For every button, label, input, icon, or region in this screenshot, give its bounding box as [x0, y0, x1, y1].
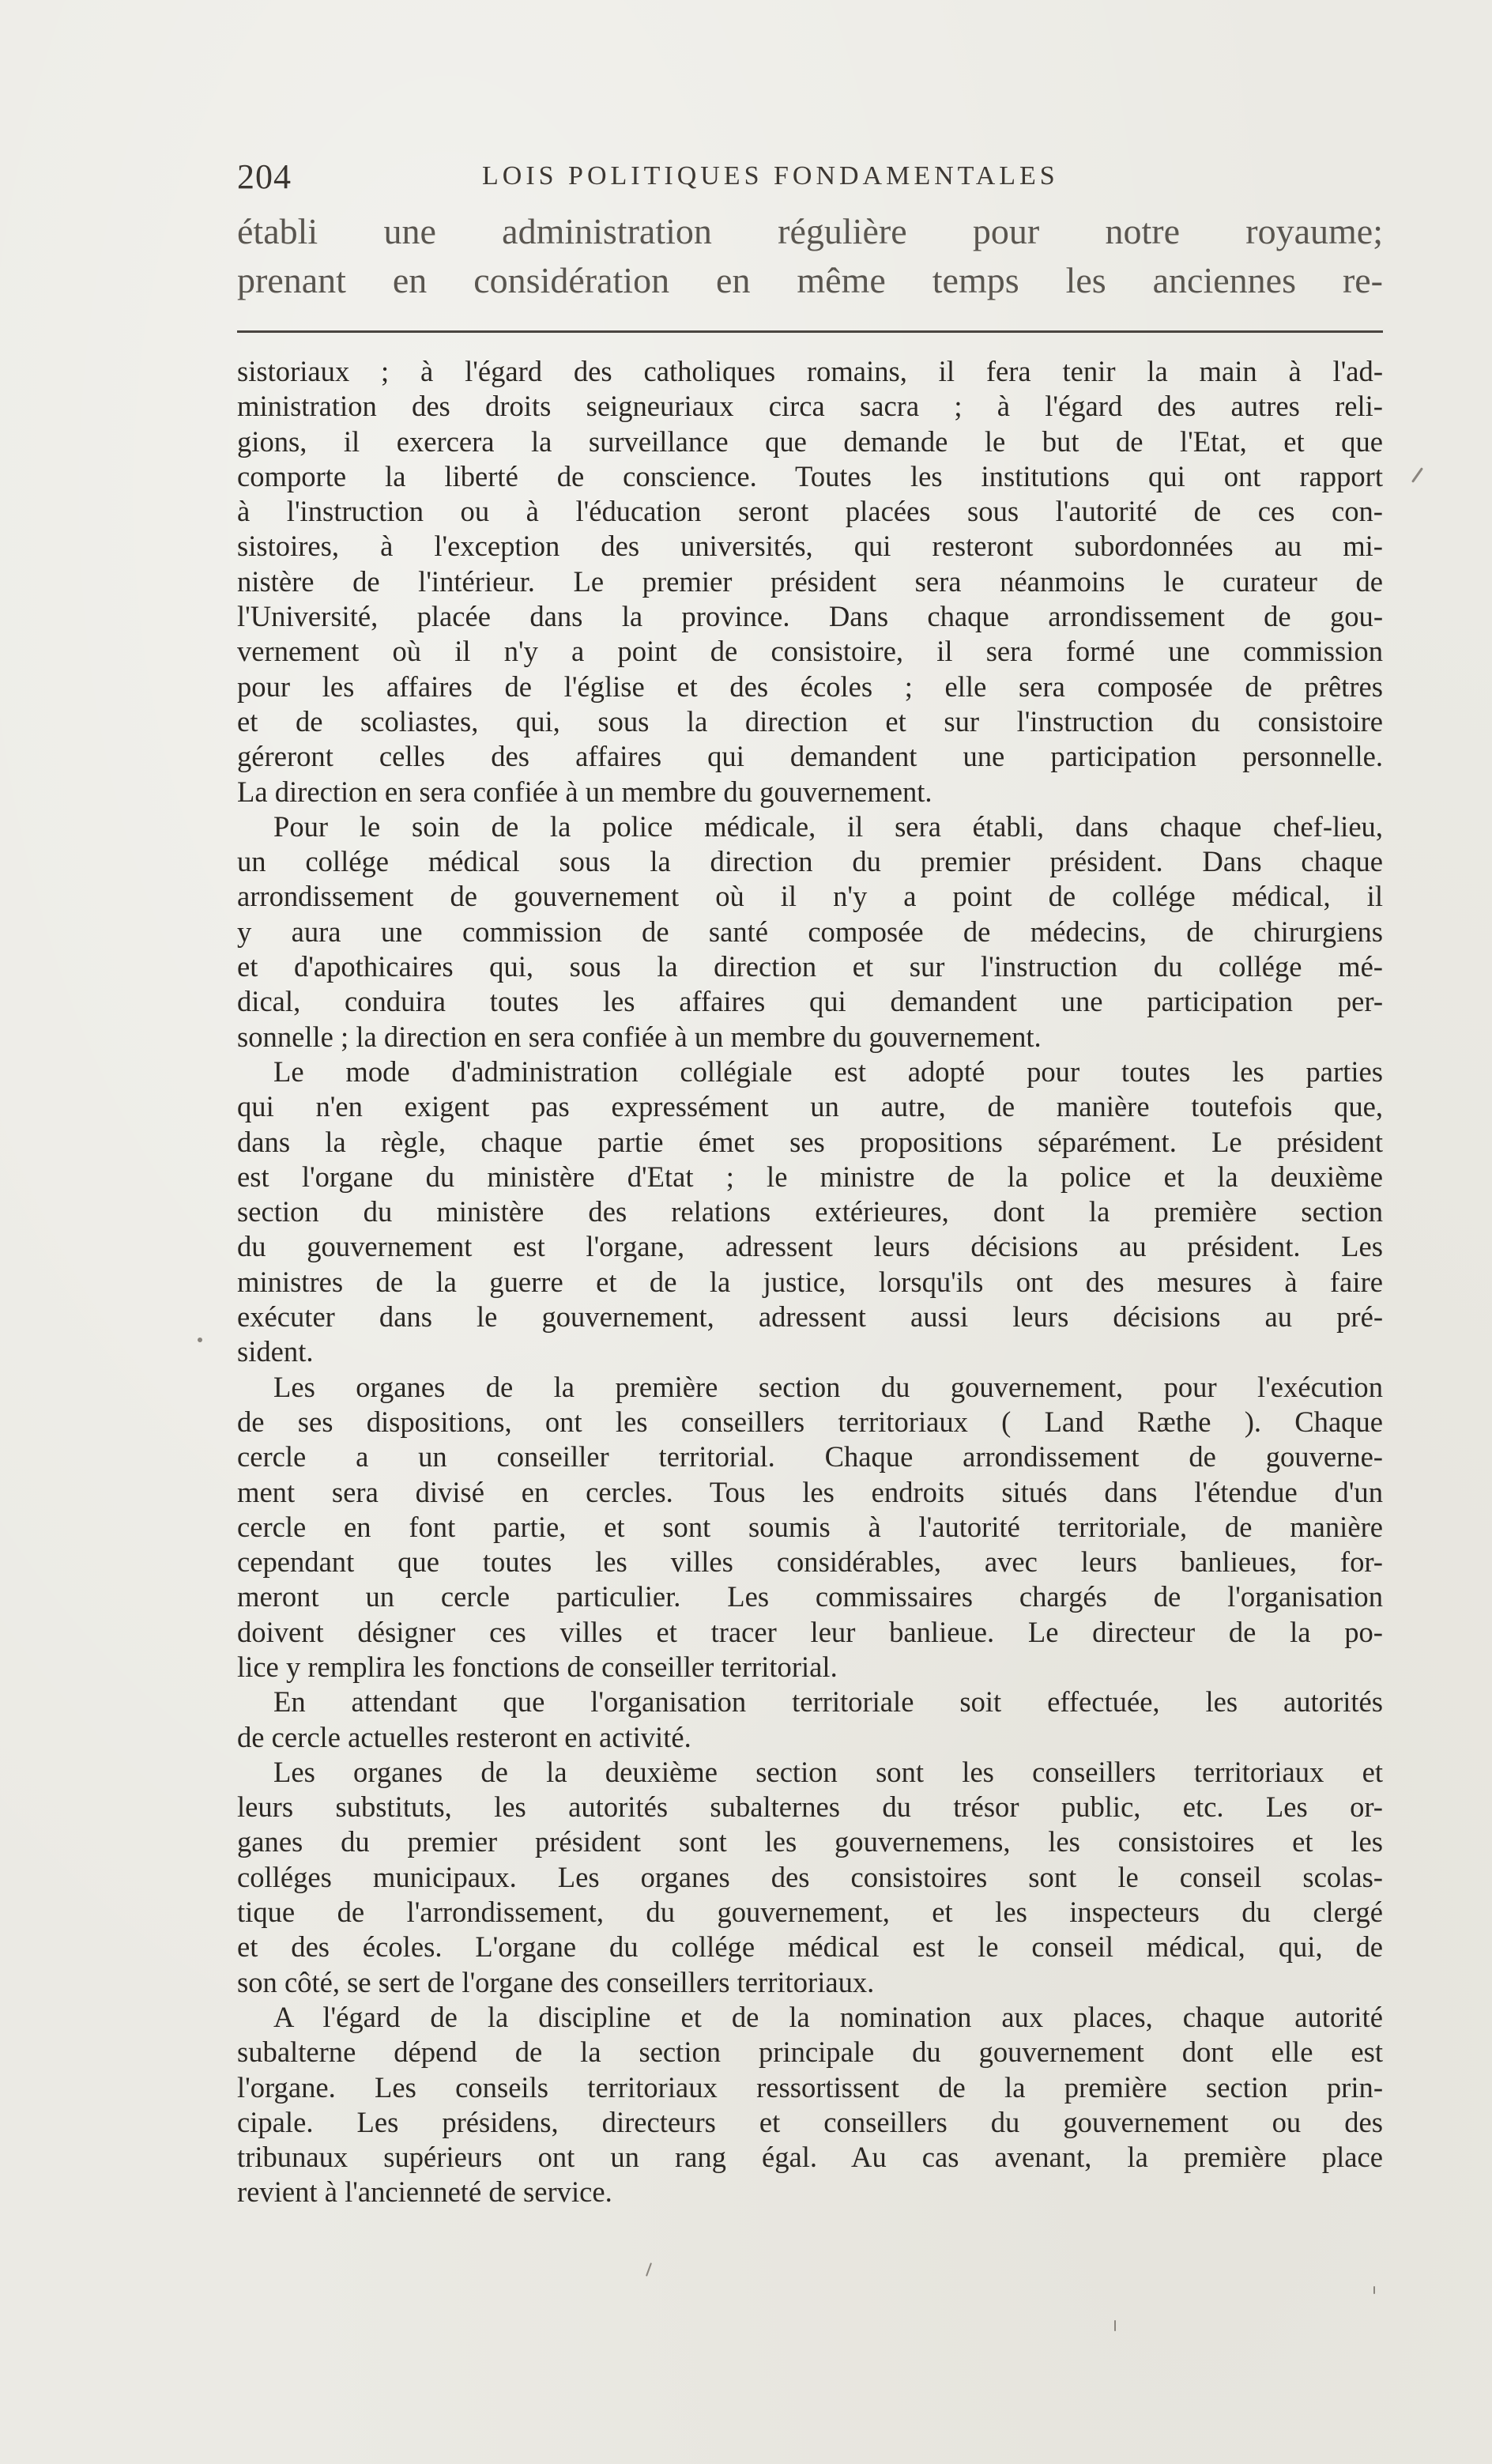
footnote-line: dical, conduira toutes les affaires qui demandent une participation per- [237, 985, 1383, 1018]
footnote-block [237, 354, 1383, 2210]
footnote-line: cercle a un conseiller territorial. Chaque arrondissement de gouverne- [237, 1440, 1383, 1473]
footnote-line: gions, il exercera la surveillance que demande le but de l'Etat, et que [237, 425, 1383, 458]
footnote-line: sistoires, à l'exception des universités, qui resteront subordonnées au mi- [237, 530, 1383, 563]
main-text-fragment [237, 207, 1383, 305]
main-text-line: établi une administration régulière pour notre royaume; [237, 211, 1383, 251]
footnote-line: cercle en font partie, et sont soumis à l'autorité territoriale, de manière [237, 1510, 1383, 1543]
footnote-line: géreront celles des affaires qui demandent une participation personnelle. [237, 740, 1383, 773]
footnote-line: à l'instruction ou à l'éducation seront placées sous l'autorité de ces con- [237, 495, 1383, 528]
footnote-line: de cercle actuelles resteront en activité. [237, 1720, 691, 1753]
footnote-line: du gouvernement est l'organe, adressent leurs décisions au président. Les [237, 1230, 1383, 1263]
footnote-line: revient à l'ancienneté de service. [237, 2175, 612, 2209]
footnote-line: de ses dispositions, ont les conseillers territoriaux ( Land Ræthe ). Chaque [237, 1405, 1383, 1438]
footnote-line: ment sera divisé en cercles. Tous les endroits situés dans l'étendue d'un [237, 1475, 1383, 1508]
footnote-line: vernement où il n'y a point de consistoire, il sera formé une commission [237, 635, 1383, 668]
page-header [237, 157, 1383, 204]
footnote-line: dans la règle, chaque partie émet ses propositions séparément. Le président [237, 1125, 1383, 1158]
footnote-line: section du ministère des relations extérieures, dont la première section [237, 1195, 1383, 1228]
footnote-line: y aura une commission de santé composée de médecins, de chirurgiens [237, 915, 1383, 948]
running-title: LOIS POLITIQUES FONDAMENTALES [482, 161, 1059, 191]
footnote-line: est l'organe du ministère d'Etat ; le ministre de la police et la deuxième [237, 1160, 1383, 1193]
footnote-line: son côté, se sert de l'organe des conseillers territoriaux. [237, 1965, 875, 1998]
footnote-line: et des écoles. L'organe du collége médical est le conseil médical, qui, de [237, 1930, 1383, 1964]
footnote-line: sistoriaux ; à l'égard des catholiques romains, il fera tenir la main à l'ad- [237, 355, 1383, 387]
footnote-line: tribunaux supérieurs ont un rang égal. Au cas avenant, la première place [237, 2141, 1383, 2174]
footnote-line: l'Université, placée dans la province. Dans chaque arrondissement de gou- [237, 600, 1383, 633]
footnote-line: ministres de la guerre et de la justice, lorsqu'ils ont des mesures à faire [237, 1265, 1383, 1298]
main-text-line: prenant en considération en même temps les anciennes re- [237, 260, 1383, 300]
footnote-line: Pour le soin de la police médicale, il sera établi, dans chaque chef-lieu, [273, 809, 1383, 843]
footnote-line: un collége médical sous la direction du premier président. Dans chaque [237, 845, 1383, 878]
footnote-line: sident. [237, 1335, 314, 1368]
page-number: 204 [237, 157, 292, 196]
footnote-line: Les organes de la première section du gouvernement, pour l'exécution [273, 1370, 1383, 1403]
footnote-separator-rule [237, 330, 1383, 333]
footnote-line: lice y remplira les fonctions de conseiller territorial. [237, 1650, 838, 1683]
footnote-line: qui n'en exigent pas expressément un autre, de manière toutefois que, [237, 1090, 1383, 1123]
footnote-line: Les organes de la deuxième section sont les conseillers territoriaux et [273, 1755, 1383, 1788]
paper-speck [1373, 2286, 1375, 2294]
footnote-line: sonnelle ; la direction en sera confiée à un membre du gouvernement. [237, 1020, 1042, 1053]
footnote-line: subalterne dépend de la section principale du gouvernement dont elle est [237, 2036, 1383, 2069]
footnote-line: cipale. Les présidens, directeurs et conseillers du gouvernement ou des [237, 2105, 1383, 2138]
footnote-line: arrondissement de gouvernement où il n'y a point de collége médical, il [237, 880, 1383, 913]
paper-speck [1411, 467, 1423, 483]
footnote-line: cependant que toutes les villes considérables, avec leurs banlieues, for- [237, 1545, 1383, 1579]
footnote-line: exécuter dans le gouvernement, adressent aussi leurs décisions au pré- [237, 1300, 1383, 1334]
paper-speck [1114, 2320, 1116, 2331]
footnote-line: meront un cercle particulier. Les commissaires chargés de l'organisation [237, 1580, 1383, 1613]
footnote-line: tique de l'arrondissement, du gouvernement, et les inspecteurs du clergé [237, 1896, 1383, 1929]
footnote-line: A l'égard de la discipline et de la nomination aux places, chaque autorité [273, 2000, 1383, 2033]
paper-speck [646, 2262, 652, 2277]
footnote-line: La direction en sera confiée à un membre du gouvernement. [237, 775, 932, 808]
footnote-line: ganes du premier président sont les gouvernemens, les consistoires et les [237, 1825, 1383, 1858]
footnote-line: En attendant que l'organisation territoriale soit effectuée, les autorités [273, 1685, 1383, 1719]
footnote-line: et de scoliastes, qui, sous la direction et sur l'instruction du consistoire [237, 704, 1383, 738]
footnote-line: leurs substituts, les autorités subalternes du trésor public, etc. Les or- [237, 1790, 1383, 1824]
footnote-line: Le mode d'administration collégiale est adopté pour toutes les parties [273, 1055, 1383, 1088]
paper-speck [198, 1338, 202, 1342]
footnote-line: colléges municipaux. Les organes des consistoires sont le conseil scolas- [237, 1860, 1383, 1893]
footnote-line: doivent désigner ces villes et tracer leur banlieue. Le directeur de la po- [237, 1615, 1383, 1648]
footnote-line: l'organe. Les conseils territoriaux ressortissent de la première section prin- [237, 2070, 1383, 2104]
footnote-line: comporte la liberté de conscience. Toutes les institutions qui ont rapport [237, 459, 1383, 492]
footnote-line: nistère de l'intérieur. Le premier président sera néanmoins le curateur de [237, 564, 1383, 598]
footnote-line: pour les affaires de l'église et des écoles ; elle sera composée de prêtres [237, 670, 1383, 703]
footnote-line: ministration des droits seigneuriaux circa sacra ; à l'égard des autres reli- [237, 390, 1383, 423]
footnote-line: et d'apothicaires qui, sous la direction et sur l'instruction du collége mé- [237, 950, 1383, 983]
